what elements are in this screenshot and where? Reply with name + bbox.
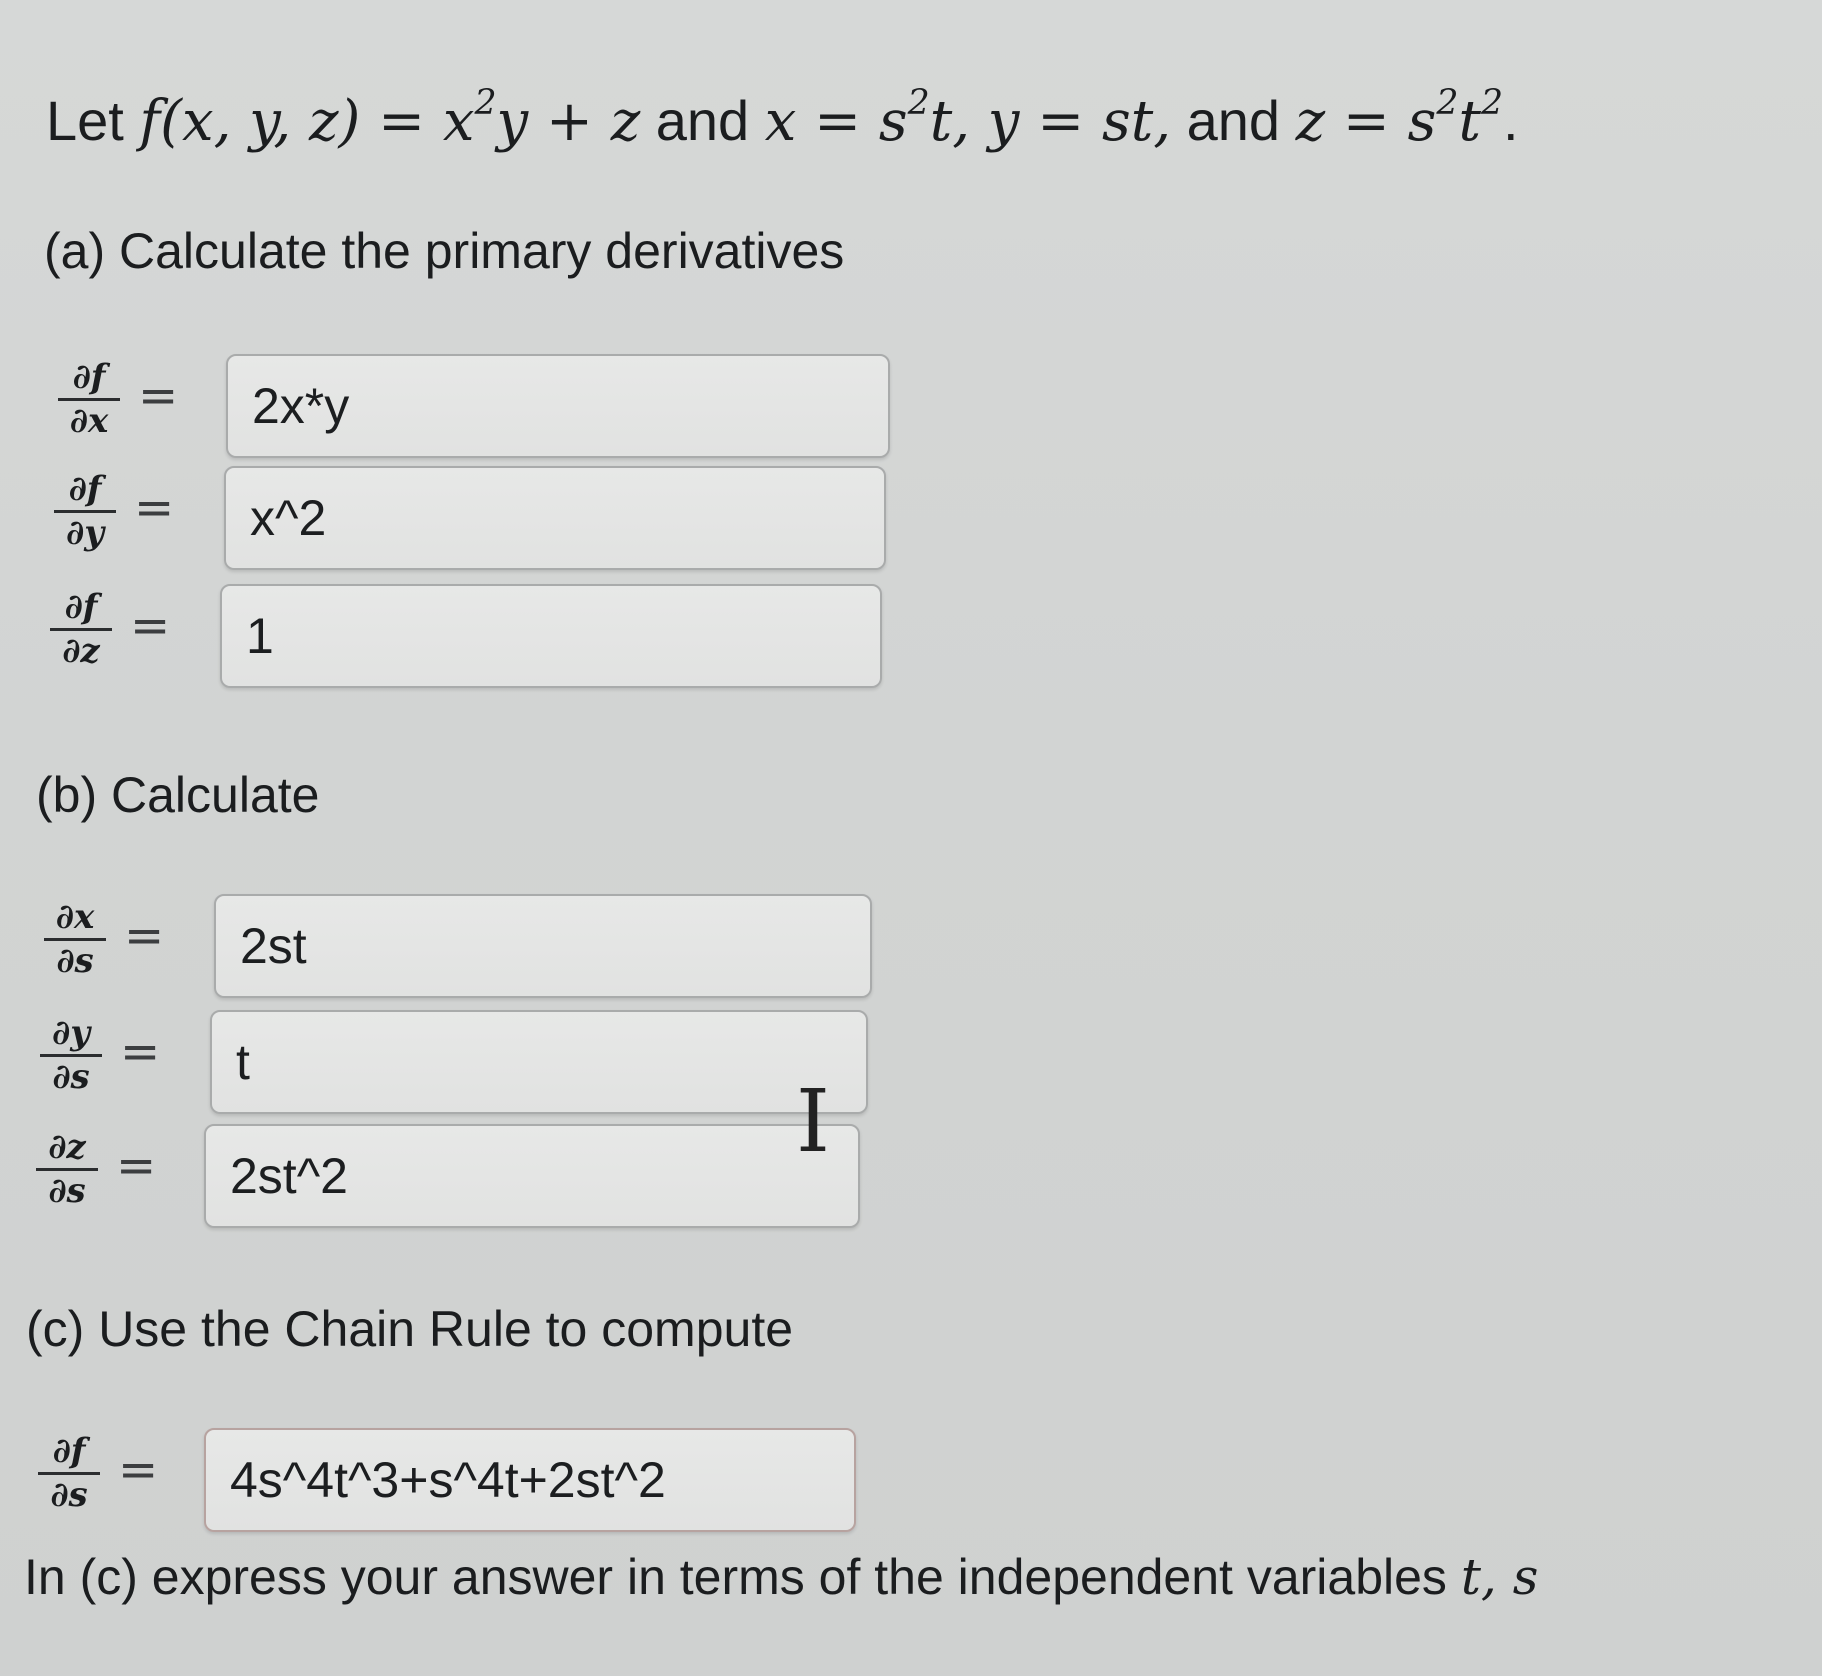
partial-f-s-row	[36, 1428, 936, 1538]
equals-sign: =	[124, 908, 165, 964]
answer-field-df-dy[interactable]: x^2	[224, 466, 886, 570]
part-c-heading: (c) Use the Chain Rule to compute	[26, 1301, 794, 1357]
answer-field-dy-ds[interactable]: t	[210, 1010, 868, 1114]
z-definition: $z = s^2t^2$.	[1295, 82, 1519, 154]
independent-variables: t, s	[1460, 1548, 1539, 1606]
answer-field-df-dz[interactable]: 1	[220, 584, 882, 688]
and-word: and	[655, 89, 750, 152]
partial-f-y-row	[52, 466, 952, 576]
answer-field-df-ds[interactable]: 4s^4t^3+s^4t+2st^2	[204, 1428, 856, 1532]
partial-f-x-row	[56, 354, 956, 464]
xy-definitions: $x = s^2t$, y = st,	[764, 82, 1172, 154]
partial-z-s-fraction: ∂z ∂s	[34, 1130, 100, 1208]
answer-field-df-dx[interactable]: 2x*y	[226, 354, 890, 458]
answer-field-dx-ds[interactable]: 2st	[214, 894, 872, 998]
function-definition: f(x, y, $z) = x^2y + z$	[139, 82, 641, 154]
partial-f-s-fraction: ∂f ∂s	[36, 1434, 102, 1512]
partial-f-y-fraction: ∂f ∂y	[52, 472, 118, 550]
partial-x-s-row	[42, 894, 942, 1004]
part-a-heading: (a) Calculate the primary derivatives	[44, 223, 845, 279]
equals-sign: =	[130, 598, 171, 654]
partial-f-x-fraction: ∂f ∂x	[56, 360, 122, 438]
equals-sign: =	[118, 1442, 159, 1498]
instructions-text: In (c) express your answer in terms of the independent variables t, s	[24, 1548, 1539, 1606]
partial-f-z-row	[48, 584, 948, 694]
equals-sign: =	[120, 1024, 161, 1080]
and-word-2: and	[1186, 89, 1281, 152]
equals-sign: =	[116, 1138, 157, 1194]
let-word: Let	[46, 89, 124, 152]
partial-x-s-fraction: ∂x ∂s	[42, 900, 108, 978]
part-b-heading: (b) Calculate	[36, 767, 320, 823]
answer-field-dz-ds[interactable]: 2st^2	[204, 1124, 860, 1228]
problem-statement	[46, 82, 1519, 154]
equals-sign: =	[138, 368, 179, 424]
equals-sign: =	[134, 480, 175, 536]
partial-f-z-fraction: ∂f ∂z	[48, 590, 114, 668]
partial-y-s-fraction: ∂y ∂s	[38, 1016, 104, 1094]
text-cursor-icon: I	[796, 1072, 830, 1172]
